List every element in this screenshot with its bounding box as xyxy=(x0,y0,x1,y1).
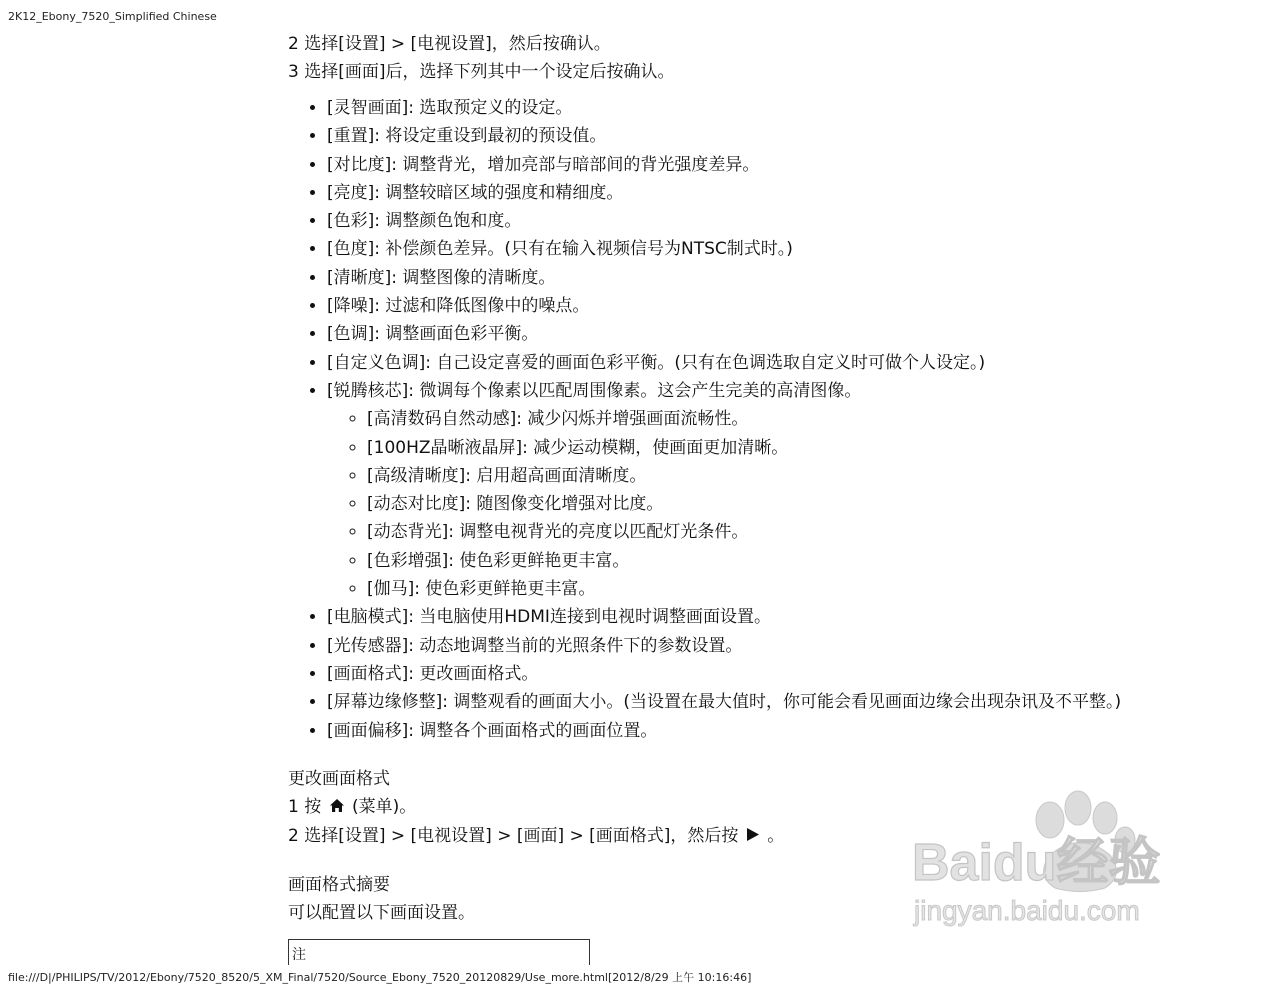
note-label: 注 xyxy=(292,947,306,963)
format-step-2-prefix: 2 选择[设置] > [电视设置] > [画面] > [画面格式]，然后按 xyxy=(288,825,739,846)
sub-list-item: ◦ [100HZ晶晰液晶屏]: 减少运动模糊，使画面更加清晰。 xyxy=(367,434,1248,462)
list-item: • [色度]: 补偿颜色差异。(只有在输入视频信号为NTSC制式时。) xyxy=(327,235,1248,263)
list-item: • [重置]: 将设定重设到最初的预设值。 xyxy=(327,122,1248,150)
pixel-engine-sublist xyxy=(327,405,1248,603)
sub-list-item: ◦ [高清数码自然动感]: 减少闪烁并增强画面流畅性。 xyxy=(367,405,1248,433)
baidu-watermark xyxy=(900,780,1220,930)
page-footer: file:///D|/PHILIPS/TV/2012/Ebony/7520_8520/5_XM_Final/7520/Source_Ebony_7520_20120829/Use_more.html[2012/8/29 上午 10:16:46] xyxy=(8,971,752,984)
format-step-2-suffix: 。 xyxy=(767,825,785,846)
list-item: • [画面格式]: 更改画面格式。 xyxy=(327,660,1248,688)
list-item: • [亮度]: 调整较暗区域的强度和精细度。 xyxy=(327,179,1248,207)
step-2: 2 选择[设置] > [电视设置]，然后按确认。 xyxy=(288,34,611,54)
list-item: • [色彩]: 调整颜色饱和度。 xyxy=(327,207,1248,235)
list-item: • [画面偏移]: 调整各个画面格式的画面位置。 xyxy=(327,717,1248,745)
play-right-icon xyxy=(746,823,760,851)
list-item: • [电脑模式]: 当电脑使用HDMI连接到电视时调整画面设置。 xyxy=(327,603,1248,631)
sub-list-item: ◦ [伽马]: 使色彩更鲜艳更丰富。 xyxy=(367,575,1248,603)
list-item-text: [锐腾核芯]: 微调每个像素以匹配周围像素。这会产生完美的高清图像。 xyxy=(327,380,862,401)
list-item: • [灵智画面]: 选取预定义的设定。 xyxy=(327,94,1248,122)
list-item: • [自定义色调]: 自己设定喜爱的画面色彩平衡。(只有在色调选取自定义时可做个人设定。) xyxy=(327,349,1248,377)
list-item: • [对比度]: 调整背光，增加亮部与暗部间的背光强度差异。 xyxy=(327,151,1248,179)
sub-list-item: ◦ [高级清晰度]: 启用超高画面清晰度。 xyxy=(367,462,1248,490)
note-box xyxy=(288,939,590,965)
section-title-format: 更改画面格式 xyxy=(288,768,390,789)
sub-list-item: ◦ [动态背光]: 调整电视背光的亮度以匹配灯光条件。 xyxy=(367,518,1248,546)
sub-list-item: ◦ [动态对比度]: 随图像变化增强对比度。 xyxy=(367,490,1248,518)
baidu-paw-icon xyxy=(900,780,1220,930)
list-item: • [降噪]: 过滤和降低图像中的噪点。 xyxy=(327,292,1248,320)
page-header: 2K12_Ebony_7520_Simplified Chinese xyxy=(8,10,217,23)
list-item: • [光传感器]: 动态地调整当前的光照条件下的参数设置。 xyxy=(327,632,1248,660)
picture-settings-list xyxy=(288,94,1248,745)
sub-list-item: ◦ [色彩增强]: 使色彩更鲜艳更丰富。 xyxy=(367,547,1248,575)
format-step-1-suffix: (菜单)。 xyxy=(352,796,417,817)
home-icon xyxy=(329,794,345,822)
summary-text: 可以配置以下画面设置。 xyxy=(288,902,475,923)
list-item-pixel-engine xyxy=(327,377,1248,603)
list-item: • [清晰度]: 调整图像的清晰度。 xyxy=(327,264,1248,292)
step-3: 3 选择[画面]后，选择下列其中一个设定后按确认。 xyxy=(288,62,675,82)
watermark-url: jingyan.baidu.com xyxy=(914,895,1140,926)
list-item: • [色调]: 调整画面色彩平衡。 xyxy=(327,320,1248,348)
list-item: • [屏幕边缘修整]: 调整观看的画面大小。(当设置在最大值时，你可能会看见画面边缘会出现杂讯及不平整。) xyxy=(327,688,1248,716)
section-title-summary: 画面格式摘要 xyxy=(288,874,390,895)
format-step-1-prefix: 1 按 xyxy=(288,796,322,817)
watermark-brand: Baidu经验 xyxy=(912,834,1161,892)
